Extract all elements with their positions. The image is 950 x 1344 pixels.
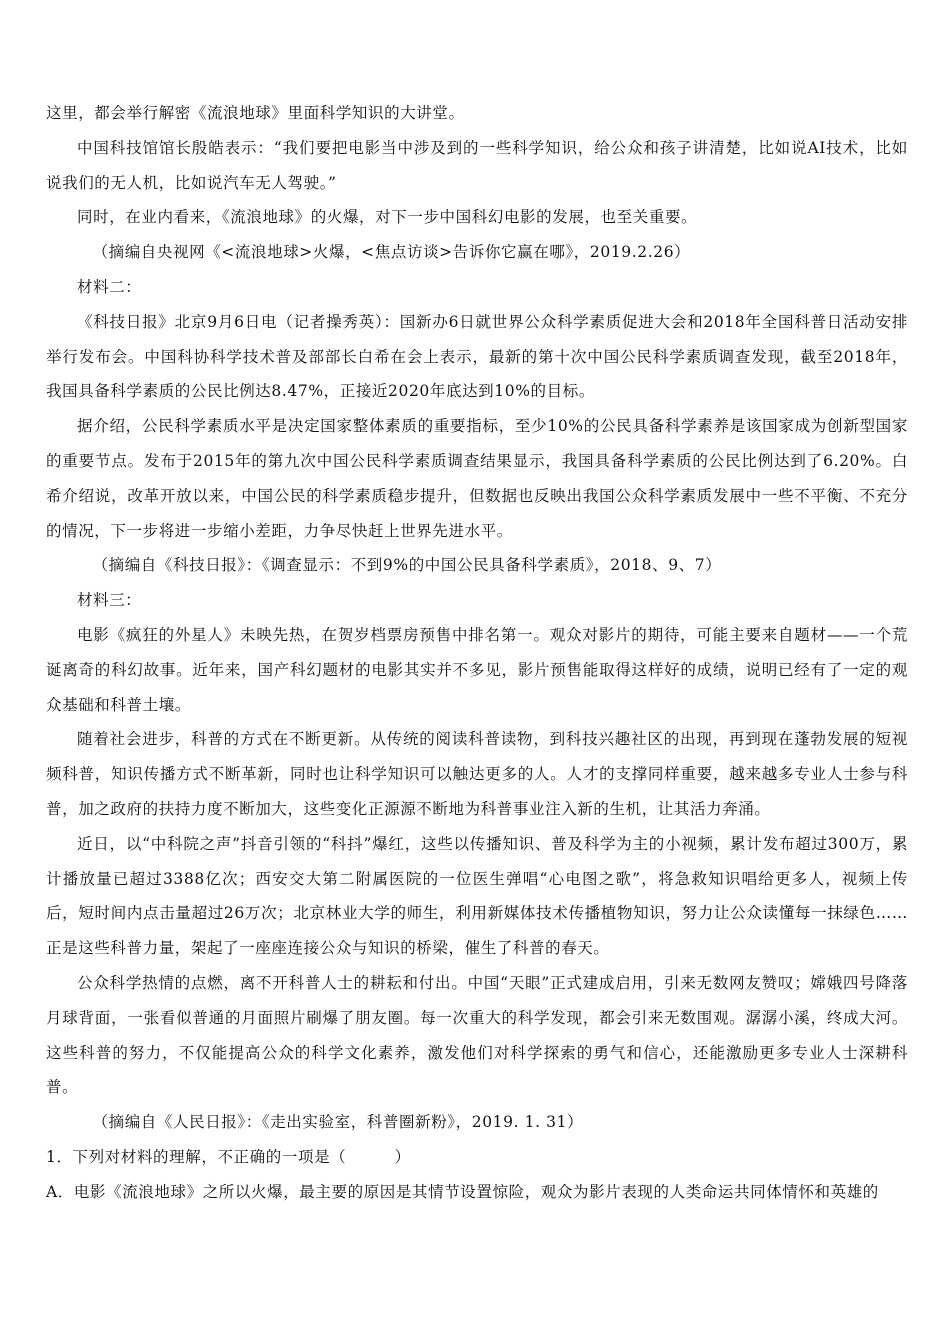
paragraph-short-video: 近日，以“中科院之声”抖音引领的“科抖”爆红，这些以传播知识、普及科学为主的小视频，累计发布超过300万，累计播放量已超过3388亿次；西安交大第二附属医院的一位医生弹唱“心电图之歌”，将急救知识唱给更多人，视频上传后，短时间内点击量超过26万次；北京林业大学的师生，利用新媒体技术传播植物知识，努力让公众读懂每一抹绿色……正是这些科普力量，架起了一座座连接公众与知识的桥梁，催生了科普的春天。 (46, 834, 908, 958)
question-1: 1．下列对材料的理解，不正确的一项是（ ） (46, 1147, 411, 1166)
source-citation-3: （摘编自《人民日报》：《走出实验室，科普圈新粉》，2019. 1. 31） (92, 1113, 584, 1132)
material-two-heading: 材料二： (77, 277, 142, 296)
document-body (46, 96, 908, 1210)
material-three-heading: 材料三： (77, 591, 142, 610)
question-1-option-a: A．电影《流浪地球》之所以火爆，最主要的原因是其情节设置惊险，观众为影片表现的人类命运共同体情怀和英雄的 (46, 1182, 879, 1201)
source-citation-2: （摘编自《科技日报》：《调查显示：不到9%的中国公民具备科学素质》，2018、9、7） (92, 556, 722, 575)
paragraph-curator-quote: 中国科技馆馆长殷皓表示：“我们要把电影当中涉及到的一些科学知识，给公众和孩子讲清楚，比如说AI技术，比如说我们的无人机，比如说汽车无人驾驶。” (46, 138, 908, 192)
paragraph-popularization-methods: 随着社会进步，科普的方式在不断更新。从传统的阅读科普读物，到科技兴趣社区的出现，再到现在蓬勃发展的短视频科普，知识传播方式不断革新，同时也让科学知识可以触达更多的人。人才的支撑同样重要，越来越多专业人士参与科普，加之政府的扶持力度不断加大，这些变化正源源不断地为科普事业注入新的生机，让其活力奔涌。 (46, 730, 908, 818)
source-citation-1: （摘编自央视网《<流浪地球>火爆，<焦点访谈>告诉你它赢在哪》，2019.2.26） (92, 243, 691, 262)
paragraph-public-enthusiasm: 公众科学热情的点燃，离不开科普人士的耕耘和付出。中国“天眼”正式建成启用，引来无数网友赞叹；嫦娥四号降落月球背面，一张看似普通的月面照片刷爆了朋友圈。每一次重大的科学发现，都会引来无数围观。潺潺小溪，终成大河。这些科普的努力，不仅能提高公众的科学文化素养，激发他们对科学探索的勇气和信心，还能激励更多专业人士深耕科普。 (46, 973, 908, 1097)
paragraph-tech-daily-report: 《科技日报》北京9月6日电（记者操秀英）：国新办6日就世界公众科学素质促进大会和2018年全国科普日活动安排举行发布会。中国科协科学技术普及部部长白希在会上表示，最新的第十次中国公民科学素质调查发现，截至2018年，我国具备科学素质的公民比例达8.47%，正接近2020年底达到10%的目标。 (46, 312, 908, 401)
paragraph-science-literacy: 据介绍，公民科学素质水平是决定国家整体素质的重要指标，至少10%的公民具备科学素养是该国家成为创新型国家的重要节点。发布于2015年的第九次中国公民科学素质调查结果显示，我国具备科学素质的公民比例达到了6.20%。白希介绍说，改革开放以来，中国公民的科学素质稳步提升，但数据也反映出我国公众科学素质发展中一些不平衡、不充分的情况，下一步将进一步缩小差距，力争尽快赶上世界先进水平。 (46, 417, 908, 540)
paragraph-crazy-alien: 电影《疯狂的外星人》未映先热，在贺岁档票房预售中排名第一。观众对影片的期待，可能主要来自题材——一个荒诞离奇的科幻故事。近年来，国产科幻题材的电影其实并不多见，影片预售能取得这样好的成绩，说明已经有了一定的观众基础和科普土壤。 (46, 625, 908, 714)
paragraph-industry-view: 同时，在业内看来，《流浪地球》的火爆，对下一步中国科幻电影的发展，也至关重要。 (77, 208, 698, 227)
paragraph-intro-end: 这里，都会举行解密《流浪地球》里面科学知识的大讲堂。 (46, 104, 465, 122)
